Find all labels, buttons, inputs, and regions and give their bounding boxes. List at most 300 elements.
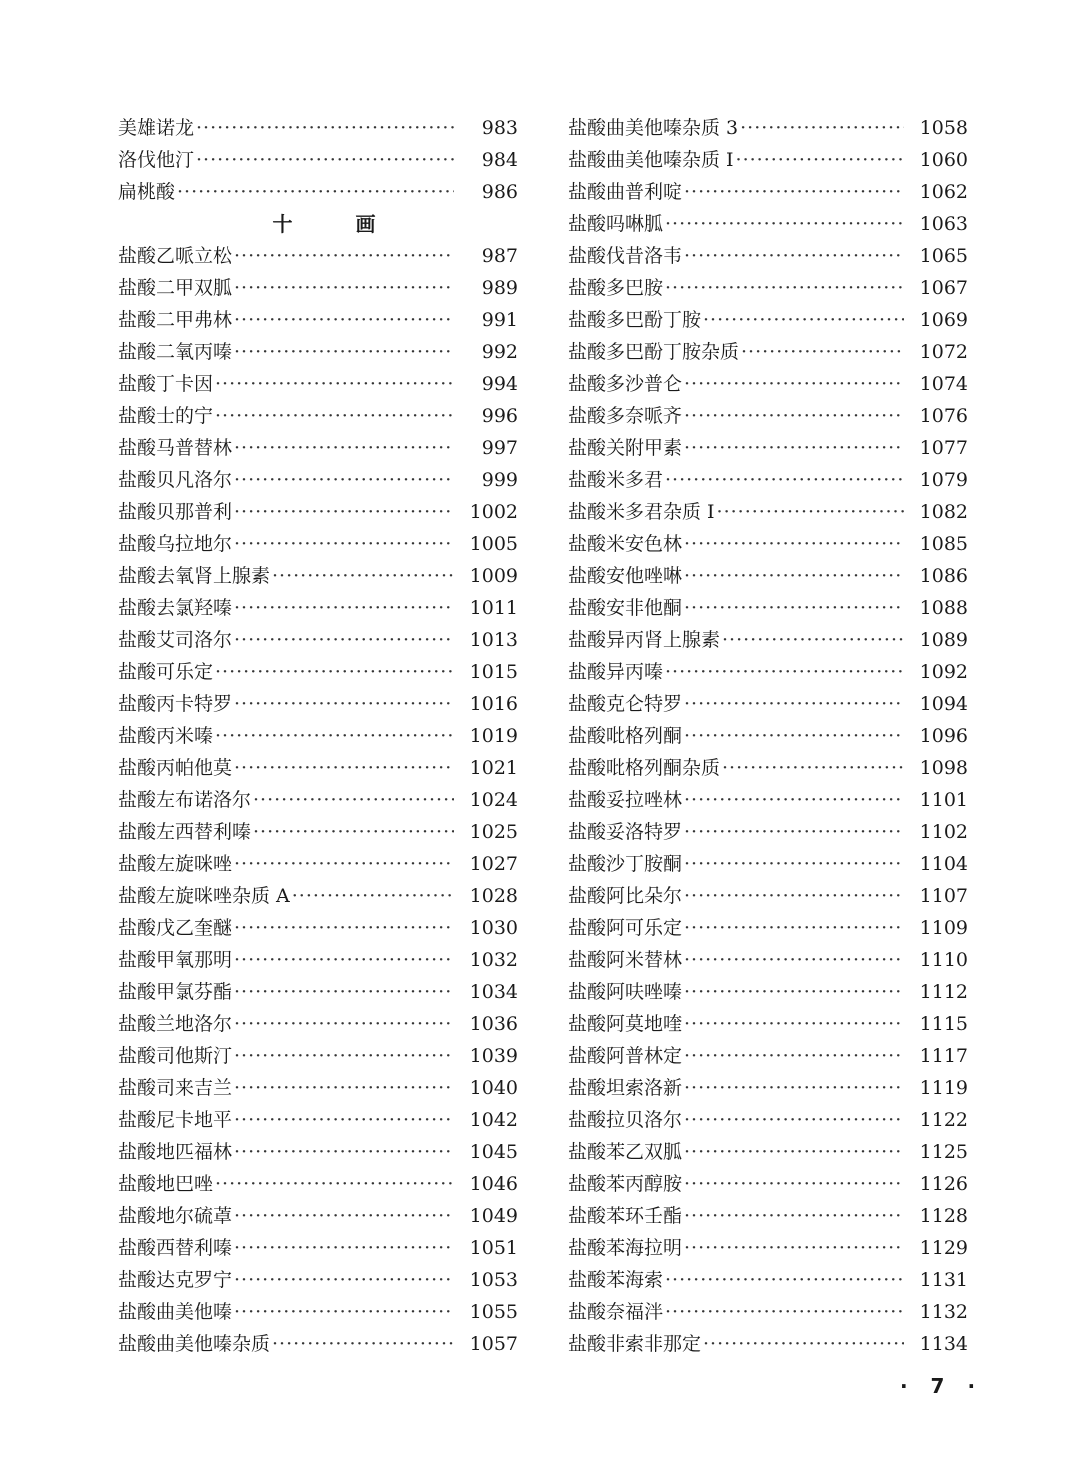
entry-name: 盐酸阿莫地喹: [568, 1013, 683, 1035]
entry-page-number: 1086: [919, 565, 968, 587]
dot-leader: [234, 1008, 454, 1040]
dot-leader: [684, 1008, 904, 1040]
index-entry: [568, 592, 968, 624]
index-entry: [568, 880, 968, 912]
dot-leader: [684, 240, 904, 272]
dot-leader: [684, 1072, 904, 1104]
entry-name: 盐酸多奈哌齐: [568, 405, 683, 427]
dot-leader: [684, 368, 904, 400]
index-entry: [568, 528, 968, 560]
index-entry: [118, 720, 518, 752]
entry-page-number: 992: [481, 341, 518, 363]
index-entry: [568, 752, 968, 784]
entry-page-number: 1069: [919, 309, 968, 331]
dot-leader: [684, 432, 904, 464]
index-entry: [568, 976, 968, 1008]
index-entry: [568, 464, 968, 496]
entry-page-number: 1101: [919, 789, 968, 811]
entry-name: 盐酸去氧肾上腺素: [118, 565, 271, 587]
dot-leader: [215, 368, 454, 400]
entry-page-number: 1030: [469, 917, 518, 939]
dot-leader: [234, 304, 454, 336]
dot-leader: [253, 784, 454, 816]
entry-name: 盐酸去氯羟嗪: [118, 597, 233, 619]
index-entry: [568, 656, 968, 688]
index-entry: [118, 560, 518, 592]
entry-name: 美雄诺龙: [118, 117, 195, 139]
entry-page-number: 1045: [469, 1141, 518, 1163]
index-entry: [118, 592, 518, 624]
dot-leader: [741, 336, 904, 368]
dot-leader: [234, 1296, 454, 1328]
entry-page-number: 984: [481, 149, 518, 171]
index-entry: [568, 112, 968, 144]
dot-leader: [215, 656, 454, 688]
entry-name: 盐酸吡格列酮: [568, 725, 683, 747]
dot-leader: [234, 976, 454, 1008]
entry-page-number: 1019: [469, 725, 518, 747]
entry-page-number: 1057: [469, 1333, 518, 1355]
dot-leader: [736, 144, 904, 176]
entry-name: 盐酸阿可乐定: [568, 917, 683, 939]
entry-page-number: 1117: [919, 1045, 968, 1067]
dot-leader: [253, 816, 454, 848]
entry-name: 盐酸地匹福林: [118, 1141, 233, 1163]
entry-name: 盐酸曲美他嗪杂质: [118, 1333, 271, 1355]
entry-name: 盐酸贝凡洛尔: [118, 469, 233, 491]
index-entry: [118, 1168, 518, 1200]
dot-leader: [684, 1104, 904, 1136]
entry-name: 盐酸西替利嗪: [118, 1237, 233, 1259]
entry-page-number: 1094: [919, 693, 968, 715]
entry-page-number: 1028: [469, 885, 518, 907]
index-entry: [568, 368, 968, 400]
index-entry: [118, 656, 518, 688]
index-entry: [568, 336, 968, 368]
index-entry: [568, 1296, 968, 1328]
entry-name: 盐酸伐昔洛韦: [568, 245, 683, 267]
entry-page-number: 1115: [919, 1013, 968, 1035]
dot-leader: [234, 1072, 454, 1104]
entry-page-number: 1132: [919, 1301, 968, 1323]
index-entry: [568, 944, 968, 976]
index-column-left: [118, 112, 518, 1360]
index-entry: [568, 688, 968, 720]
dot-leader: [177, 176, 454, 208]
index-entry: [118, 912, 518, 944]
index-entry: [118, 1072, 518, 1104]
entry-page-number: 1109: [919, 917, 968, 939]
dot-leader: [234, 848, 454, 880]
section-heading: 十 画: [272, 212, 404, 236]
entry-page-number: 987: [481, 245, 518, 267]
index-entry: [118, 624, 518, 656]
entry-name: 盐酸阿呋唑嗪: [568, 981, 683, 1003]
entry-page-number: 1016: [469, 693, 518, 715]
entry-page-number: 1009: [469, 565, 518, 587]
entry-page-number: 1021: [469, 757, 518, 779]
index-entry: [118, 1104, 518, 1136]
index-entry: [568, 1104, 968, 1136]
dot-leader: [684, 176, 904, 208]
index-entry: [118, 1328, 518, 1360]
index-entry: [568, 1136, 968, 1168]
entry-name: 盐酸丙卡特罗: [118, 693, 233, 715]
dot-leader: [684, 592, 904, 624]
entry-page-number: 989: [481, 277, 518, 299]
entry-name: 盐酸乙哌立松: [118, 245, 233, 267]
dot-leader: [684, 1040, 904, 1072]
entry-page-number: 1092: [919, 661, 968, 683]
entry-name: 盐酸多巴酚丁胺杂质: [568, 341, 740, 363]
entry-name: 盐酸丙帕他莫: [118, 757, 233, 779]
entry-name: 盐酸吗啉胍: [568, 213, 664, 235]
dot-leader: [196, 112, 454, 144]
entry-name: 盐酸多巴酚丁胺: [568, 309, 702, 331]
dot-leader: [684, 560, 904, 592]
entry-name: 盐酸丁卡因: [118, 373, 214, 395]
entry-name: 盐酸左旋咪唑杂质 A: [118, 885, 290, 907]
index-entry: [568, 720, 968, 752]
dot-leader: [292, 880, 454, 912]
dot-leader: [234, 1264, 454, 1296]
entry-page-number: 1104: [919, 853, 968, 875]
entry-name: 盐酸米安色林: [568, 533, 683, 555]
index-entry: [568, 816, 968, 848]
entry-page-number: 1005: [469, 533, 518, 555]
entry-page-number: 983: [481, 117, 518, 139]
index-entry: [118, 144, 518, 176]
entry-page-number: 1134: [919, 1333, 968, 1355]
entry-page-number: 1055: [469, 1301, 518, 1323]
entry-name: 盐酸苯乙双胍: [568, 1141, 683, 1163]
entry-page-number: 1002: [469, 501, 518, 523]
dot-leader: [234, 528, 454, 560]
index-entry: [118, 816, 518, 848]
index-entry: [118, 880, 518, 912]
entry-name: 盐酸马普替林: [118, 437, 233, 459]
entry-page-number: 1074: [919, 373, 968, 395]
entry-page-number: 1013: [469, 629, 518, 651]
entry-page-number: 997: [481, 437, 518, 459]
entry-page-number: 986: [481, 181, 518, 203]
index-entry: [118, 240, 518, 272]
index-entry: [568, 1200, 968, 1232]
entry-page-number: 1058: [919, 117, 968, 139]
entry-name: 盐酸曲美他嗪杂质 I: [568, 149, 734, 171]
index-entry: [568, 1232, 968, 1264]
entry-name: 盐酸米多君杂质 I: [568, 501, 715, 523]
index-entry: [118, 336, 518, 368]
dot-leader: [234, 688, 454, 720]
entry-name: 盐酸甲氯芬酯: [118, 981, 233, 1003]
index-entry: [118, 432, 518, 464]
entry-page-number: 1042: [469, 1109, 518, 1131]
entry-name: 盐酸曲美他嗪杂质 3: [568, 117, 739, 139]
dot-leader: [684, 528, 904, 560]
index-entry: [568, 1264, 968, 1296]
index-entry: [568, 432, 968, 464]
entry-page-number: 1077: [919, 437, 968, 459]
entry-name: 盐酸司他斯汀: [118, 1045, 233, 1067]
index-entry: [568, 272, 968, 304]
entry-name: 盐酸安非他酮: [568, 597, 683, 619]
entry-name: 盐酸沙丁胺酮: [568, 853, 683, 875]
index-entry: [118, 400, 518, 432]
entry-name: 盐酸苯丙醇胺: [568, 1173, 683, 1195]
dot-leader: [684, 720, 904, 752]
dot-leader: [234, 496, 454, 528]
entry-name: 盐酸二甲双胍: [118, 277, 233, 299]
dot-leader: [703, 304, 904, 336]
index-column-right: [568, 112, 968, 1360]
entry-page-number: 1032: [469, 949, 518, 971]
dot-leader: [234, 1232, 454, 1264]
dot-leader: [234, 624, 454, 656]
index-entry: [118, 272, 518, 304]
entry-page-number: 1107: [919, 885, 968, 907]
index-entry: [118, 496, 518, 528]
entry-name: 盐酸苯海拉明: [568, 1237, 683, 1259]
index-entry: [568, 1328, 968, 1360]
entry-name: 盐酸米多君: [568, 469, 664, 491]
index-entry: [568, 912, 968, 944]
dot-leader: [234, 240, 454, 272]
entry-page-number: 991: [481, 309, 518, 331]
entry-page-number: 1119: [919, 1077, 968, 1099]
dot-leader: [272, 560, 454, 592]
entry-name: 盐酸二氧丙嗪: [118, 341, 233, 363]
dot-leader: [684, 816, 904, 848]
entry-name: 盐酸地尔硫䓬: [118, 1205, 233, 1227]
entry-name: 盐酸士的宁: [118, 405, 214, 427]
dot-leader: [234, 1104, 454, 1136]
dot-leader: [684, 944, 904, 976]
entry-page-number: 1089: [919, 629, 968, 651]
entry-page-number: 1062: [919, 181, 968, 203]
entry-name: 盐酸曲美他嗪: [118, 1301, 233, 1323]
entry-page-number: 1125: [919, 1141, 968, 1163]
entry-name: 盐酸左布诺洛尔: [118, 789, 252, 811]
dot-leader: [665, 464, 904, 496]
index-entry: [568, 240, 968, 272]
entry-name: 盐酸达克罗宁: [118, 1269, 233, 1291]
dot-leader: [665, 208, 904, 240]
entry-page-number: 996: [481, 405, 518, 427]
dot-leader: [684, 1136, 904, 1168]
entry-page-number: 1036: [469, 1013, 518, 1035]
entry-name: 盐酸曲普利啶: [568, 181, 683, 203]
entry-page-number: 1065: [919, 245, 968, 267]
entry-name: 洛伐他汀: [118, 149, 195, 171]
dot-leader: [684, 880, 904, 912]
entry-name: 盐酸多巴胺: [568, 277, 664, 299]
dot-leader: [684, 1232, 904, 1264]
dot-leader: [665, 1296, 904, 1328]
page-number: · 7 ·: [900, 1374, 984, 1398]
left-main-entries: [118, 240, 518, 1360]
dot-leader: [665, 656, 904, 688]
entry-name: 盐酸苯海索: [568, 1269, 664, 1291]
entry-name: 盐酸苯环壬酯: [568, 1205, 683, 1227]
index-entry: [568, 176, 968, 208]
dot-leader: [684, 784, 904, 816]
entry-page-number: 1098: [919, 757, 968, 779]
dot-leader: [684, 688, 904, 720]
dot-leader: [684, 1168, 904, 1200]
entry-name: 盐酸奈福泮: [568, 1301, 664, 1323]
entry-name: 盐酸兰地洛尔: [118, 1013, 233, 1035]
entry-name: 盐酸妥拉唑林: [568, 789, 683, 811]
dot-leader: [717, 496, 904, 528]
entry-page-number: 1110: [919, 949, 968, 971]
entry-page-number: 1027: [469, 853, 518, 875]
index-entry: [568, 560, 968, 592]
entry-page-number: 1051: [469, 1237, 518, 1259]
index-entry: [118, 1232, 518, 1264]
dot-leader: [703, 1328, 904, 1360]
dot-leader: [722, 624, 904, 656]
index-entry: [568, 1040, 968, 1072]
index-entry: [568, 1168, 968, 1200]
entry-page-number: 1122: [919, 1109, 968, 1131]
index-entry: [118, 944, 518, 976]
entry-name: 盐酸吡格列酮杂质: [568, 757, 721, 779]
entry-name: 盐酸左旋咪唑: [118, 853, 233, 875]
dot-leader: [234, 464, 454, 496]
index-entry: [568, 496, 968, 528]
entry-page-number: 1128: [919, 1205, 968, 1227]
entry-page-number: 999: [481, 469, 518, 491]
index-entry: [118, 848, 518, 880]
dot-leader: [215, 720, 454, 752]
index-entry: [118, 1008, 518, 1040]
index-entry: [118, 784, 518, 816]
entry-name: 扁桃酸: [118, 181, 176, 203]
dot-leader: [215, 1168, 454, 1200]
index-entry: [568, 208, 968, 240]
dot-leader: [684, 912, 904, 944]
entry-name: 盐酸艾司洛尔: [118, 629, 233, 651]
entry-page-number: 1063: [919, 213, 968, 235]
entry-name: 盐酸尼卡地平: [118, 1109, 233, 1131]
entry-page-number: 1067: [919, 277, 968, 299]
index-entry: [118, 1296, 518, 1328]
entry-name: 盐酸地巴唑: [118, 1173, 214, 1195]
index-entry: [568, 784, 968, 816]
entry-page-number: 1015: [469, 661, 518, 683]
index-entry: [568, 304, 968, 336]
entry-page-number: 1085: [919, 533, 968, 555]
entry-name: 盐酸异丙嗪: [568, 661, 664, 683]
entry-page-number: 1088: [919, 597, 968, 619]
entry-page-number: 1011: [469, 597, 518, 619]
index-entry: [568, 400, 968, 432]
dot-leader: [665, 272, 904, 304]
entry-name: 盐酸贝那普利: [118, 501, 233, 523]
dot-leader: [196, 144, 454, 176]
entry-name: 盐酸阿米替林: [568, 949, 683, 971]
index-entry: [118, 304, 518, 336]
entry-name: 盐酸多沙普仑: [568, 373, 683, 395]
dot-leader: [234, 912, 454, 944]
index-entry: [118, 1136, 518, 1168]
entry-name: 盐酸可乐定: [118, 661, 214, 683]
entry-page-number: 1076: [919, 405, 968, 427]
dot-leader: [740, 112, 904, 144]
index-entry: [118, 368, 518, 400]
entry-name: 盐酸二甲弗林: [118, 309, 233, 331]
index-entry: [118, 112, 518, 144]
entry-page-number: 1102: [919, 821, 968, 843]
index-entry: [568, 848, 968, 880]
entry-page-number: 1129: [919, 1237, 968, 1259]
entry-page-number: 1082: [919, 501, 968, 523]
dot-leader: [234, 752, 454, 784]
entry-page-number: 1079: [919, 469, 968, 491]
entry-name: 盐酸左西替利嗪: [118, 821, 252, 843]
entry-name: 盐酸戊乙奎醚: [118, 917, 233, 939]
entry-name: 盐酸异丙肾上腺素: [568, 629, 721, 651]
entry-name: 盐酸坦索洛新: [568, 1077, 683, 1099]
entry-page-number: 1060: [919, 149, 968, 171]
index-entry: [118, 1040, 518, 1072]
entry-name: 盐酸阿普林定: [568, 1045, 683, 1067]
entry-page-number: 1025: [469, 821, 518, 843]
index-entry: [118, 976, 518, 1008]
dot-leader: [722, 752, 904, 784]
index-entry: [568, 1008, 968, 1040]
dot-leader: [684, 400, 904, 432]
index-entry: [568, 1072, 968, 1104]
index-entry: [118, 464, 518, 496]
entry-name: 盐酸司来吉兰: [118, 1077, 233, 1099]
entry-name: 盐酸阿比朵尔: [568, 885, 683, 907]
dot-leader: [684, 976, 904, 1008]
entry-name: 盐酸非索非那定: [568, 1333, 702, 1355]
right-entries: [568, 112, 968, 1360]
entry-name: 盐酸甲氧那明: [118, 949, 233, 971]
entry-name: 盐酸拉贝洛尔: [568, 1109, 683, 1131]
dot-leader: [684, 848, 904, 880]
entry-page-number: 1034: [469, 981, 518, 1003]
entry-page-number: 1131: [919, 1269, 968, 1291]
entry-page-number: 1039: [469, 1045, 518, 1067]
entry-name: 盐酸克仑特罗: [568, 693, 683, 715]
dot-leader: [234, 272, 454, 304]
dot-leader: [234, 944, 454, 976]
dot-leader: [234, 432, 454, 464]
left-top-entries: [118, 112, 518, 208]
index-entry: [118, 1200, 518, 1232]
index-entry: [118, 1264, 518, 1296]
entry-page-number: 1049: [469, 1205, 518, 1227]
entry-page-number: 1046: [469, 1173, 518, 1195]
dot-leader: [234, 1136, 454, 1168]
index-entry: [118, 528, 518, 560]
entry-page-number: 1024: [469, 789, 518, 811]
entry-name: 盐酸关附甲素: [568, 437, 683, 459]
entry-page-number: 1112: [919, 981, 968, 1003]
entry-name: 盐酸妥洛特罗: [568, 821, 683, 843]
dot-leader: [234, 336, 454, 368]
entry-page-number: 994: [481, 373, 518, 395]
dot-leader: [234, 1200, 454, 1232]
dot-leader: [684, 1200, 904, 1232]
entry-page-number: 1053: [469, 1269, 518, 1291]
index-entry: [118, 176, 518, 208]
entry-page-number: 1040: [469, 1077, 518, 1099]
